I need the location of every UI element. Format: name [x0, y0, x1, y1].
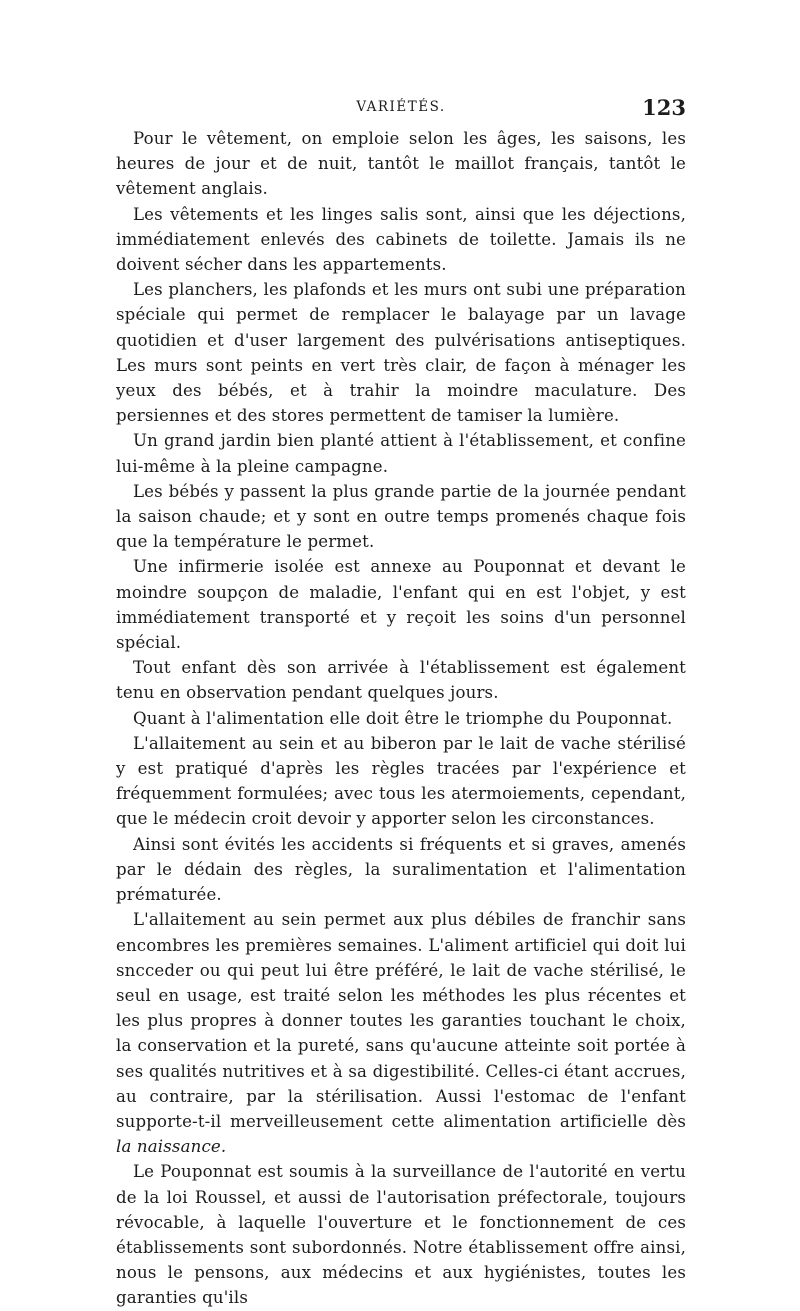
page-number: 123: [642, 95, 686, 120]
paragraph-feeding: Quant à l'alimentation elle doit être le triomphe du Pouponnat.: [133, 708, 673, 728]
paragraph-breastfeeding-bottle: L'allaitement au sein et au biberon par le lait de vache stérilisé y est pratiqué d'après les règles tracées par l'expérience et fréquemment formulées; avec tous les atermoiements, cependant, que le médecin croit devoir y apporter selon les circonstances.: [116, 733, 686, 829]
paragraph-sterilized-milk: [116, 907, 686, 1159]
paragraph-accidents-avoided: Ainsi sont évités les accidents si fréquents et si graves, amenés par le dédain des règles, la suralimentation et l'alimentation prématurée.: [116, 834, 686, 905]
running-head: [116, 95, 686, 119]
paragraph-floors-walls: Les planchers, les plafonds et les murs ont subi une préparation spéciale qui permet de remplacer le balayage par un lavage quotidien et d'user largement des pulvérisations antiseptiques. Les murs sont peints en vert très clair, de façon à ménager les yeux des bébés, et à trahir la moindre maculature. Des persiennes et des stores permettent de tamiser la lumière.: [116, 280, 686, 426]
body-text: [116, 126, 686, 1311]
paragraph-babies-outdoors: Les bébés y passent la plus grande partie de la journée pendant la saison chaude; et y sont en outre temps promenés chaque fois que la température le permet.: [116, 481, 686, 552]
paragraph-supervision: Le Pouponnat est soumis à la surveillance de l'autorité en vertu de la loi Roussel, et aussi de l'autorisation préfectorale, toujours révocable, à laquelle l'ouverture et le fonctionnement de ces établissements sont subordonnés. Notre établissement offre ainsi, nous le pensons, aux médecins et aux hygiénistes, toutes les garanties qu'ils: [116, 1162, 686, 1308]
paragraph-soiled-linen: Les vêtements et les linges salis sont, ainsi que les déjections, immédiatement enlevés des cabinets de toilette. Jamais ils ne doivent sécher dans les appartements.: [116, 204, 686, 275]
italic-phrase: la naissance.: [116, 1137, 227, 1157]
paragraph-garden: Un grand jardin bien planté attient à l'établissement, et confine lui-même à la pleine campagne.: [116, 431, 686, 476]
paragraph-infirmary: Une infirmerie isolée est annexe au Pouponnat et devant le moindre soupçon de maladie, l'enfant qui en est l'objet, y est immédiatement transporté et y reçoit les soins d'un personnel spécial.: [116, 557, 686, 653]
paragraph-observation: Tout enfant dès son arrivée à l'établissement est également tenu en observation pendant quelques jours.: [116, 658, 686, 703]
sterilized-milk-text: L'allaitement au sein permet aux plus débiles de franchir sans encombres les premières semaines. L'aliment artificiel qui doit lui sncceder ou qui peut lui être préféré, le lait de vache stérilisé, le seul en usage, est traité selon les méthodes les plus récentes et les plus propres à donner toutes les garanties touchant le choix, la conservation et la pureté, sans qu'aucune atteinte soit portée à ses qualités nutritives et à sa digestibilité. Celles-ci étant accrues, au contraire, par la stérilisation. Aussi l'estomac de l'enfant supporte-t-il merveilleusement cette alimentation artificielle dès: [116, 910, 686, 1131]
running-title: VARIÉTÉS.: [356, 99, 446, 115]
paragraph-clothing: Pour le vêtement, on emploie selon les âges, les saisons, les heures de jour et de nuit, tantôt le maillot français, tantôt le vêtement anglais.: [116, 129, 686, 199]
